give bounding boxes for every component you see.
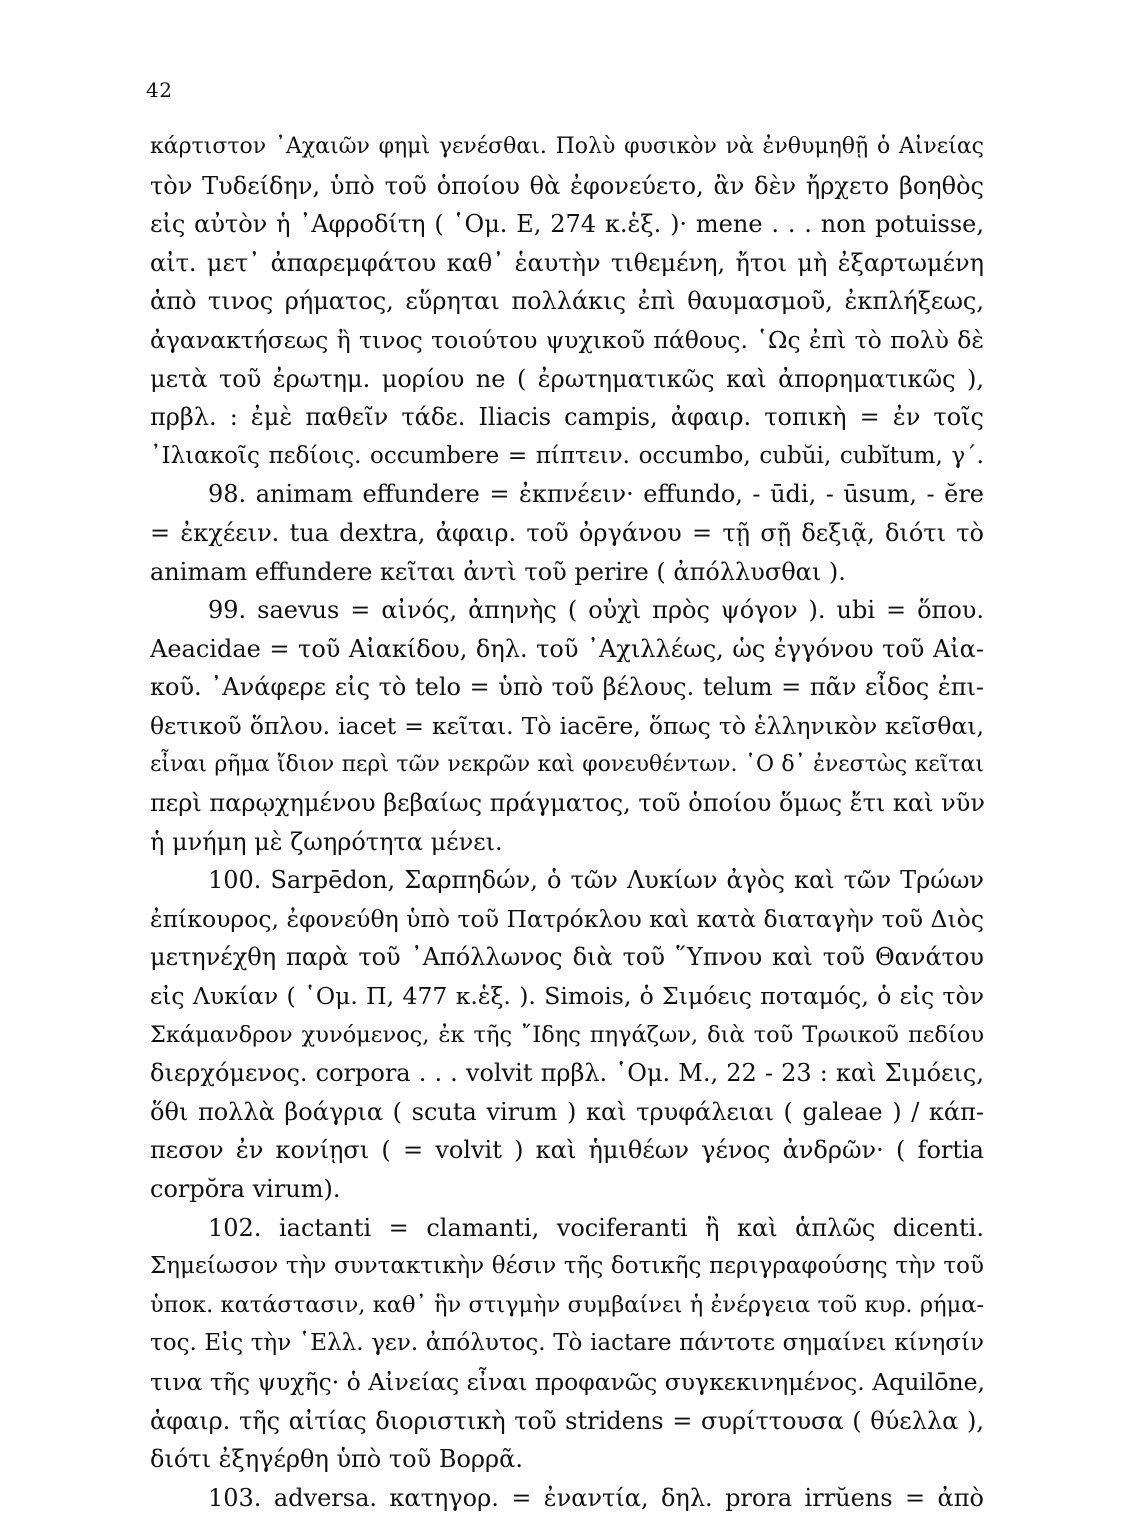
paragraph-start-line: 103. adversa. κατηγορ. = ἐναντία, δηλ. prora irrŭens = ἀπὸ [208, 1483, 984, 1512]
paragraph-start-line: 102. iactanti = clamanti, vociferanti ἢ καὶ ἁπλῶς dicenti. [208, 1213, 984, 1242]
text-line: μετὰ τοῦ ἐρωτημ. μορίου ne ( ἐρωτηματικῶς καὶ ἀπορηματικῶς ), [150, 364, 984, 393]
paragraph-end-line: animam effundere κεῖται ἀντὶ τοῦ perire ( ἀπόλλυσθαι ). [150, 557, 846, 586]
text-line: = ἐκχέειν. tua dextra, ἀφαιρ. τοῦ ὀργάνου = τῇ σῇ δεξιᾷ, διότι τὸ [150, 518, 984, 547]
text-line: κοῦ. ᾿Ανάφερε εἰς τὸ telo = ὑπὸ τοῦ βέλους. telum = πᾶν εἶδος ἐπι- [150, 673, 984, 702]
text-line: ἀπὸ τινος ρήματος, εὕρηται πολλάκις ἐπὶ θαυμασμοῦ, ἐκπλήξεως, [150, 287, 984, 316]
text-line: αἰτ. μετ᾿ ἀπαρεμφάτου καθ᾿ ἑαυτὴν τιθεμένη, ἤτοι μὴ ἐξαρτωμένη [150, 248, 984, 277]
text-line: τινα τῆς ψυχῆς· ὁ Αἰνείας εἶναι προφανῶς συγκεκινημένος. Aquilōne, [150, 1368, 986, 1396]
text-body [150, 128, 984, 1517]
page-number: 42 [146, 78, 173, 102]
text-line: πρβλ. : ἐμὲ παθεῖν τάδε. Iliacis campis, ἀφαιρ. τοπικὴ = ἐν τοῖς [150, 403, 984, 432]
paragraph-end-line: διότι ἐξηγέρθη ὑπὸ τοῦ Βορρᾶ. [150, 1445, 523, 1474]
text-line: διερχόμενος. corpora . . . volvit πρβλ. ῾Ομ. Μ., 22 - 23 : καὶ Σιμόεις, [150, 1059, 984, 1088]
text-line: εἰς αὐτὸν ἡ ᾿Αφροδίτη ( ῾Ομ. Ε, 274 κ.ἑξ. )· mene . . . non potuisse, [150, 210, 984, 239]
text-line: ἀγανακτήσεως ἢ τινος τοιούτου ψυχικοῦ πάθους. ῾Ως ἐπὶ τὸ πολὺ δὲ [150, 325, 984, 354]
text-line: θετικοῦ ὅπλου. iacet = κεῖται. Τὸ iacēre, ὅπως τὸ ἑλληνικὸν κεῖσθαι, [150, 711, 984, 740]
paragraph-start-line: 99. saevus = αἰνός, ἀπηνὴς ( οὐχὶ πρὸς ψόγον ). ubi = ὅπου. [208, 596, 984, 625]
text-line: Aeacidae = τοῦ Αἰακίδου, δηλ. τοῦ ᾿Αχιλλέως, ὡς ἐγγόνου τοῦ Αἰα- [150, 634, 984, 663]
text-line: κάρτιστον ᾿Αχαιῶν φημὶ γενέσθαι. Πολὺ φυσικὸν νὰ ἐνθυμηθῇ ὁ Αἰνείας [150, 134, 984, 159]
text-line: εἰς Λυκίαν ( ῾Ομ. Π, 477 κ.ἑξ. ). Simois, ὁ Σιμόεις ποταμός, ὁ εἰς τὸν [150, 982, 984, 1011]
paragraph-end-line: corpŏra virum). [150, 1175, 341, 1204]
paragraph-start-line: 100. Sarpēdon, Σαρπηδών, ὁ τῶν Λυκίων ἀγὸς καὶ τῶν Τρώων [208, 866, 984, 895]
text-line: μετηνέχθη παρὰ τοῦ ᾿Απόλλωνος διὰ τοῦ ῞Υπνου καὶ τοῦ Θανάτου [150, 943, 984, 972]
text-line: Σημείωσον τὴν συντακτικὴν θέσιν τῆς δοτικῆς περιγραφούσης τὴν τοῦ [150, 1253, 984, 1280]
text-line: πεσον ἐν κονίῃσι ( = volvit ) καὶ ἡμιθέων γένος ἀνδρῶν· ( fortia [150, 1136, 984, 1165]
text-line: ὑποκ. κατάστασιν, καθ᾿ ἣν στιγμὴν συμβαίνει ἡ ἐνέργεια τοῦ κυρ. ρήμα- [150, 1291, 984, 1318]
paragraph-end-line: ἡ μνήμη μὲ ζωηρότητα μένει. [150, 827, 503, 856]
text-line: Σκάμανδρον χυνόμενος, ἐκ τῆς ῎Ιδης πηγάζων, διὰ τοῦ Τρωικοῦ πεδίου [150, 1021, 984, 1048]
text-line: τὸν Τυδείδην, ὑπὸ τοῦ ὁποίου θὰ ἐφονεύετο, ἂν δὲν ἤρχετο βοηθὸς [150, 171, 984, 200]
text-line: τος. Εἰς τὴν ῾Ελλ. γεν. ἀπόλυτος. Τὸ iactare πάντοτε σημαίνει κίνησίν [150, 1330, 984, 1357]
paragraph-start-line: 98. animam effundere = ἐκπνέειν· effundo, - ūdi, - ūsum, - ĕre [208, 480, 984, 509]
text-line: ὅθι πολλὰ βοάγρια ( scuta virum ) καὶ τρυφάλειαι ( galeae ) / κάπ- [150, 1097, 984, 1126]
text-line: ᾿Ιλιακοῖς πεδίοις. occumbere = πίπτειν. occumbo, cubŭi, cubĭtum, γ΄. [150, 442, 984, 469]
text-line: ἐπίκουρος, ἐφονεύθη ὑπὸ τοῦ Πατρόκλου καὶ κατὰ διαταγὴν τοῦ Διὸς [150, 904, 984, 933]
text-line: εἶναι ρῆμα ἴδιον περὶ τῶν νεκρῶν καὶ φονευθέντων. ῾Ο δ᾿ ἐνεστὼς κεῖται [150, 751, 984, 777]
text-line: ἀφαιρ. τῆς αἰτίας διοριστικὴ τοῦ stridens = συρίττουσα ( θύελλα ), [150, 1406, 984, 1435]
text-line: περὶ παρῳχημένου βεβαίως πράγματος, τοῦ ὁποίου ὅμως ἔτι καὶ νῦν [150, 789, 985, 818]
